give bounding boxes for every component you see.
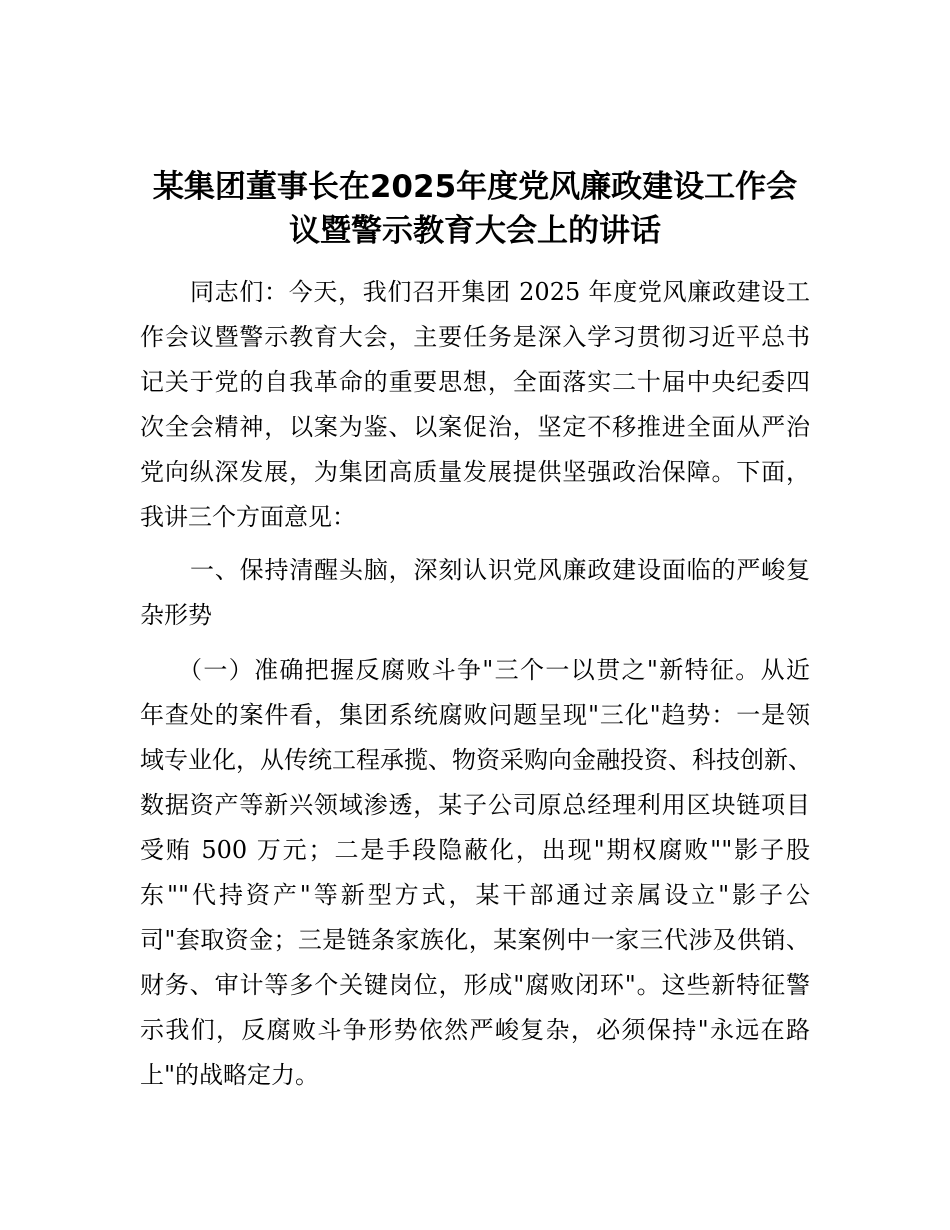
paragraph-line: 我讲三个方面意见： — [140, 503, 356, 531]
paragraph-line: 一、保持清醒头脑，深刻认识党风廉政建设面临的严峻复 — [190, 556, 810, 584]
paragraph-line: 作会议暨警示教育大会，主要任务是深入学习贯彻习近平总书 — [140, 323, 810, 351]
paragraph-line: 上"的战略定力。 — [140, 1061, 320, 1089]
paragraph-line: 次全会精神，以案为鉴、以案促治，坚定不移推进全面从严治 — [140, 413, 810, 441]
paragraph-line: 财务、审计等多个关键岗位，形成"腐败闭环"。这些新特征警 — [140, 971, 810, 999]
paragraph-line: 同志们：今天，我们召开集团 2025 年度党风廉政建设工 — [190, 278, 810, 306]
paragraph-line: 记关于党的自我革命的重要思想，全面落实二十届中央纪委四 — [140, 368, 810, 396]
paragraph-line: 司"套取资金；三是链条家族化，某案例中一家三代涉及供销、 — [140, 926, 810, 954]
paragraph-line: （一）准确把握反腐败斗争"三个一以贯之"新特征。从近 — [178, 656, 810, 684]
paragraph-line: 示我们，反腐败斗争形势依然严峻复杂，必须保持"永远在路 — [140, 1016, 810, 1044]
paragraph-line: 党向纵深发展，为集团高质量发展提供坚强政治保障。下面， — [140, 458, 810, 486]
paragraph-line: 数据资产等新兴领域渗透，某子公司原总经理利用区块链项目 — [140, 791, 810, 819]
document-title-line-2: 议暨警示教育大会上的讲话 — [289, 213, 661, 249]
paragraph-line: 东""代持资产"等新型方式，某干部通过亲属设立"影子公 — [140, 881, 810, 909]
paragraph-line: 年查处的案件看，集团系统腐败问题呈现"三化"趋势：一是领 — [140, 701, 810, 729]
paragraph-line: 受贿 500 万元；二是手段隐蔽化，出现"期权腐败""影子股 — [140, 836, 810, 864]
document-title-line-1: 某集团董事长在2025年度党风廉政建设工作会 — [152, 169, 798, 205]
paragraph-line: 域专业化，从传统工程承揽、物资采购向金融投资、科技创新、 — [140, 746, 812, 774]
paragraph-line: 杂形势 — [140, 601, 212, 629]
